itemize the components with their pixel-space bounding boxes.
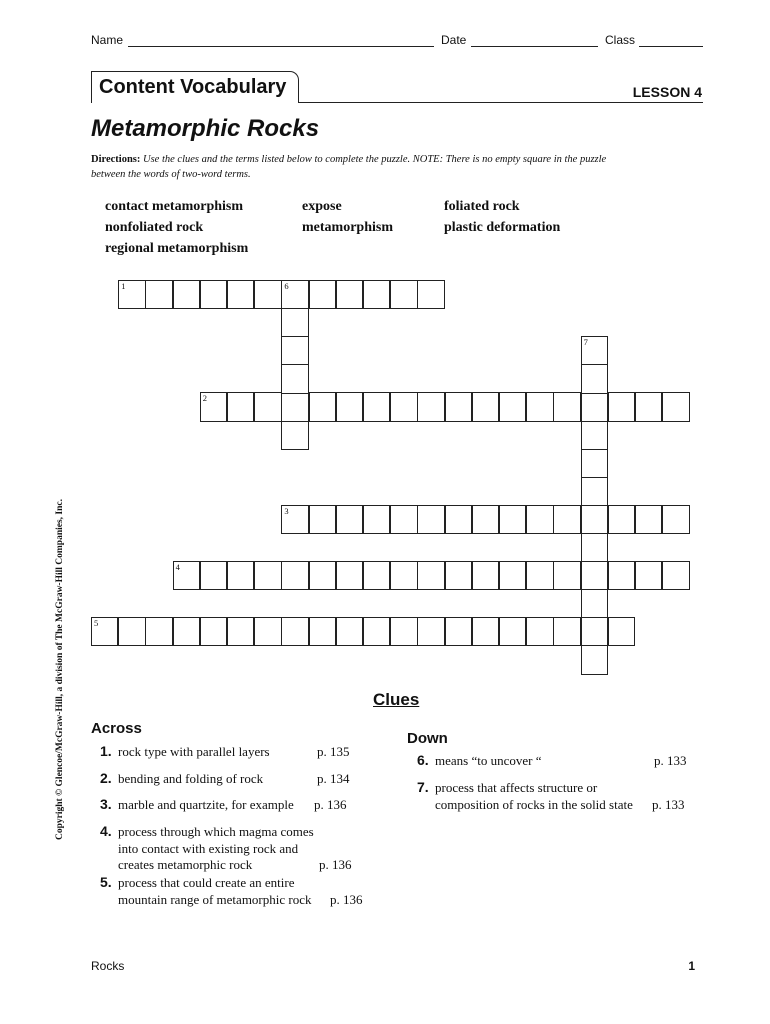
crossword-cell[interactable] (254, 561, 281, 590)
crossword-cell[interactable] (499, 561, 526, 590)
crossword-cell[interactable] (336, 505, 363, 534)
clue-page: p. 136 (314, 797, 347, 812)
clue-page: p. 133 (652, 796, 685, 812)
crossword-cell[interactable] (472, 561, 499, 590)
crossword-cell[interactable] (227, 617, 254, 646)
crossword-cell[interactable] (336, 280, 363, 309)
banner-rule (298, 102, 703, 103)
crossword-cell[interactable] (472, 392, 499, 421)
crossword-cell[interactable] (581, 561, 608, 590)
crossword-cell[interactable] (309, 561, 336, 590)
crossword-cell[interactable] (662, 505, 689, 534)
name-label: Name (91, 33, 124, 47)
name-field[interactable] (128, 46, 434, 47)
crossword-cell[interactable] (635, 505, 662, 534)
clue-text: into contact with existing rock and (118, 840, 299, 856)
crossword-cell[interactable] (227, 392, 254, 421)
clue-number: 3. (100, 796, 112, 812)
term-item: expose (302, 199, 342, 214)
cell-number: 4 (175, 562, 180, 572)
crossword-cell[interactable] (581, 449, 608, 478)
crossword-cell[interactable] (553, 505, 580, 534)
crossword-cell[interactable] (526, 561, 553, 590)
term-item: nonfoliated rock (105, 220, 204, 235)
crossword-cell[interactable] (445, 392, 472, 421)
cell-number: 2 (202, 393, 208, 404)
lesson-label: LESSON 4 (632, 84, 702, 100)
crossword-cell[interactable] (145, 280, 172, 309)
clue-text: creates metamorphic rock (118, 857, 253, 872)
crossword-cell[interactable] (254, 392, 281, 421)
crossword-cell[interactable] (581, 364, 608, 393)
clue-number: 1. (100, 743, 112, 759)
directions-label: Directions: (91, 154, 141, 165)
crossword-cell[interactable] (445, 617, 472, 646)
crossword-cell[interactable] (281, 392, 308, 421)
crossword-cell[interactable] (363, 280, 390, 309)
crossword-cell[interactable] (581, 392, 608, 421)
crossword-cell[interactable] (390, 505, 417, 534)
down-heading: Down (407, 730, 448, 747)
section-title: Content Vocabulary (99, 76, 287, 98)
cell-number: 5 (94, 618, 99, 629)
crossword-cell[interactable] (581, 645, 608, 674)
crossword-cell[interactable] (200, 561, 227, 590)
clue-number: 4. (100, 823, 112, 839)
crossword-cell[interactable] (309, 392, 336, 421)
clue-text: process through which magma comes (118, 824, 314, 839)
crossword-cell[interactable] (417, 505, 444, 534)
crossword-cell[interactable] (91, 617, 118, 646)
crossword-cell[interactable] (581, 589, 608, 618)
crossword-cell[interactable] (118, 280, 145, 309)
clue-text: rock type with parallel layers (118, 744, 270, 759)
directions-text: Use the clues and the terms listed below to complete the puzzle. NOTE: There is no empty square in the puzzle between the words of two-word terms. (91, 154, 607, 180)
crossword-cell[interactable] (662, 561, 689, 590)
crossword-cell[interactable] (499, 617, 526, 646)
footer-unit: Rocks (91, 959, 125, 973)
clue-number: 6. (417, 752, 429, 768)
crossword-cell[interactable] (472, 617, 499, 646)
crossword-cell[interactable] (608, 505, 635, 534)
crossword-cell[interactable] (417, 392, 444, 421)
crossword-cell[interactable] (200, 617, 227, 646)
crossword-cell[interactable] (281, 421, 308, 450)
crossword-cell[interactable] (281, 308, 308, 337)
crossword-cell[interactable] (336, 561, 363, 590)
crossword-cell[interactable] (227, 280, 254, 309)
clue-text: bending and folding of rock (118, 771, 264, 786)
clue-page: p. 135 (317, 744, 350, 759)
crossword-cell[interactable] (390, 617, 417, 646)
crossword-cell[interactable] (363, 392, 390, 421)
crossword-cell[interactable] (309, 617, 336, 646)
crossword-cell[interactable] (200, 392, 227, 421)
crossword-cell[interactable] (526, 617, 553, 646)
crossword-cell[interactable] (472, 505, 499, 534)
crossword-cell[interactable] (173, 561, 200, 590)
crossword-cell[interactable] (662, 392, 689, 421)
crossword-cell[interactable] (445, 505, 472, 534)
copyright-notice: Copyright © Glencoe/McGraw-Hill, a division of The McGraw-Hill Companies, Inc. (55, 499, 65, 840)
crossword-cell[interactable] (390, 392, 417, 421)
cell-number: 1 (121, 281, 126, 291)
crossword-cell[interactable] (118, 617, 145, 646)
clue-page: p. 134 (317, 771, 350, 786)
crossword-cell[interactable] (281, 561, 308, 590)
crossword-cell[interactable] (281, 280, 308, 309)
crossword-cell[interactable] (608, 392, 635, 421)
clue-text: marble and quartzite, for example (118, 797, 294, 812)
crossword-cell[interactable] (363, 617, 390, 646)
crossword-cell[interactable] (173, 617, 200, 646)
crossword-cell[interactable] (390, 280, 417, 309)
term-item: regional metamorphism (105, 241, 249, 256)
crossword-cell[interactable] (173, 280, 200, 309)
crossword-cell[interactable] (417, 617, 444, 646)
crossword-cell[interactable] (281, 364, 308, 393)
crossword-cell[interactable] (445, 561, 472, 590)
crossword-cell[interactable] (254, 280, 281, 309)
crossword-cell[interactable] (254, 617, 281, 646)
crossword-cell[interactable] (417, 561, 444, 590)
crossword-cell[interactable] (581, 336, 608, 365)
crossword-cell[interactable] (553, 561, 580, 590)
across-heading: Across (91, 720, 142, 737)
crossword-cell[interactable] (281, 505, 308, 534)
clue-page: p. 133 (654, 753, 687, 768)
term-item: contact metamorphism (105, 199, 244, 214)
crossword-cell[interactable] (526, 392, 553, 421)
crossword-cell[interactable] (635, 561, 662, 590)
crossword-cell[interactable] (390, 561, 417, 590)
crossword-cell[interactable] (553, 392, 580, 421)
date-field[interactable] (471, 46, 598, 47)
clue-number: 2. (100, 770, 112, 786)
crossword-cell[interactable] (581, 421, 608, 450)
clue-text: process that could create an entire (118, 875, 295, 890)
clues-heading: Clues (373, 690, 420, 709)
cell-number: 6 (284, 281, 289, 291)
term-item: foliated rock (444, 199, 520, 214)
crossword-cell[interactable] (553, 617, 580, 646)
crossword-cell[interactable] (336, 617, 363, 646)
crossword-cell[interactable] (227, 561, 254, 590)
crossword-cell[interactable] (581, 477, 608, 506)
cell-number: 7 (583, 337, 588, 348)
crossword-cell[interactable] (363, 505, 390, 534)
clue-number: 7. (417, 779, 429, 795)
crossword-cell[interactable] (363, 561, 390, 590)
crossword-cell[interactable] (499, 392, 526, 421)
crossword-cell[interactable] (526, 505, 553, 534)
crossword-cell[interactable] (309, 280, 336, 309)
clue-text: composition of rocks in the solid state (435, 796, 633, 812)
term-item: metamorphism (302, 220, 393, 235)
directions (91, 152, 631, 182)
crossword-cell[interactable] (581, 505, 608, 534)
page-title: Metamorphic Rocks (91, 115, 320, 142)
class-label: Class (605, 33, 636, 47)
crossword-cell[interactable] (281, 336, 308, 365)
class-field[interactable] (639, 46, 703, 47)
crossword-cell[interactable] (608, 617, 635, 646)
cell-number: 3 (284, 505, 289, 516)
page-number: 1 (688, 959, 695, 973)
crossword-cell[interactable] (581, 533, 608, 562)
date-label: Date (441, 33, 467, 47)
clue-number: 5. (100, 874, 112, 890)
crossword-cell[interactable] (608, 561, 635, 590)
crossword-cell[interactable] (581, 617, 608, 646)
clue-text: means “to uncover “ (435, 753, 542, 768)
clue-page: p. 136 (319, 857, 352, 872)
crossword-cell[interactable] (499, 505, 526, 534)
crossword-cell[interactable] (145, 617, 172, 646)
crossword-cell[interactable] (309, 505, 336, 534)
clue-page: p. 136 (330, 891, 363, 907)
term-item: plastic deformation (444, 220, 561, 235)
crossword-cell[interactable] (336, 392, 363, 421)
crossword-cell[interactable] (200, 280, 227, 309)
clue-text: mountain range of metamorphic rock (118, 891, 312, 907)
crossword-cell[interactable] (417, 280, 444, 309)
crossword-cell[interactable] (635, 392, 662, 421)
crossword-cell[interactable] (281, 617, 308, 646)
clue-text: process that affects structure or (435, 780, 598, 795)
